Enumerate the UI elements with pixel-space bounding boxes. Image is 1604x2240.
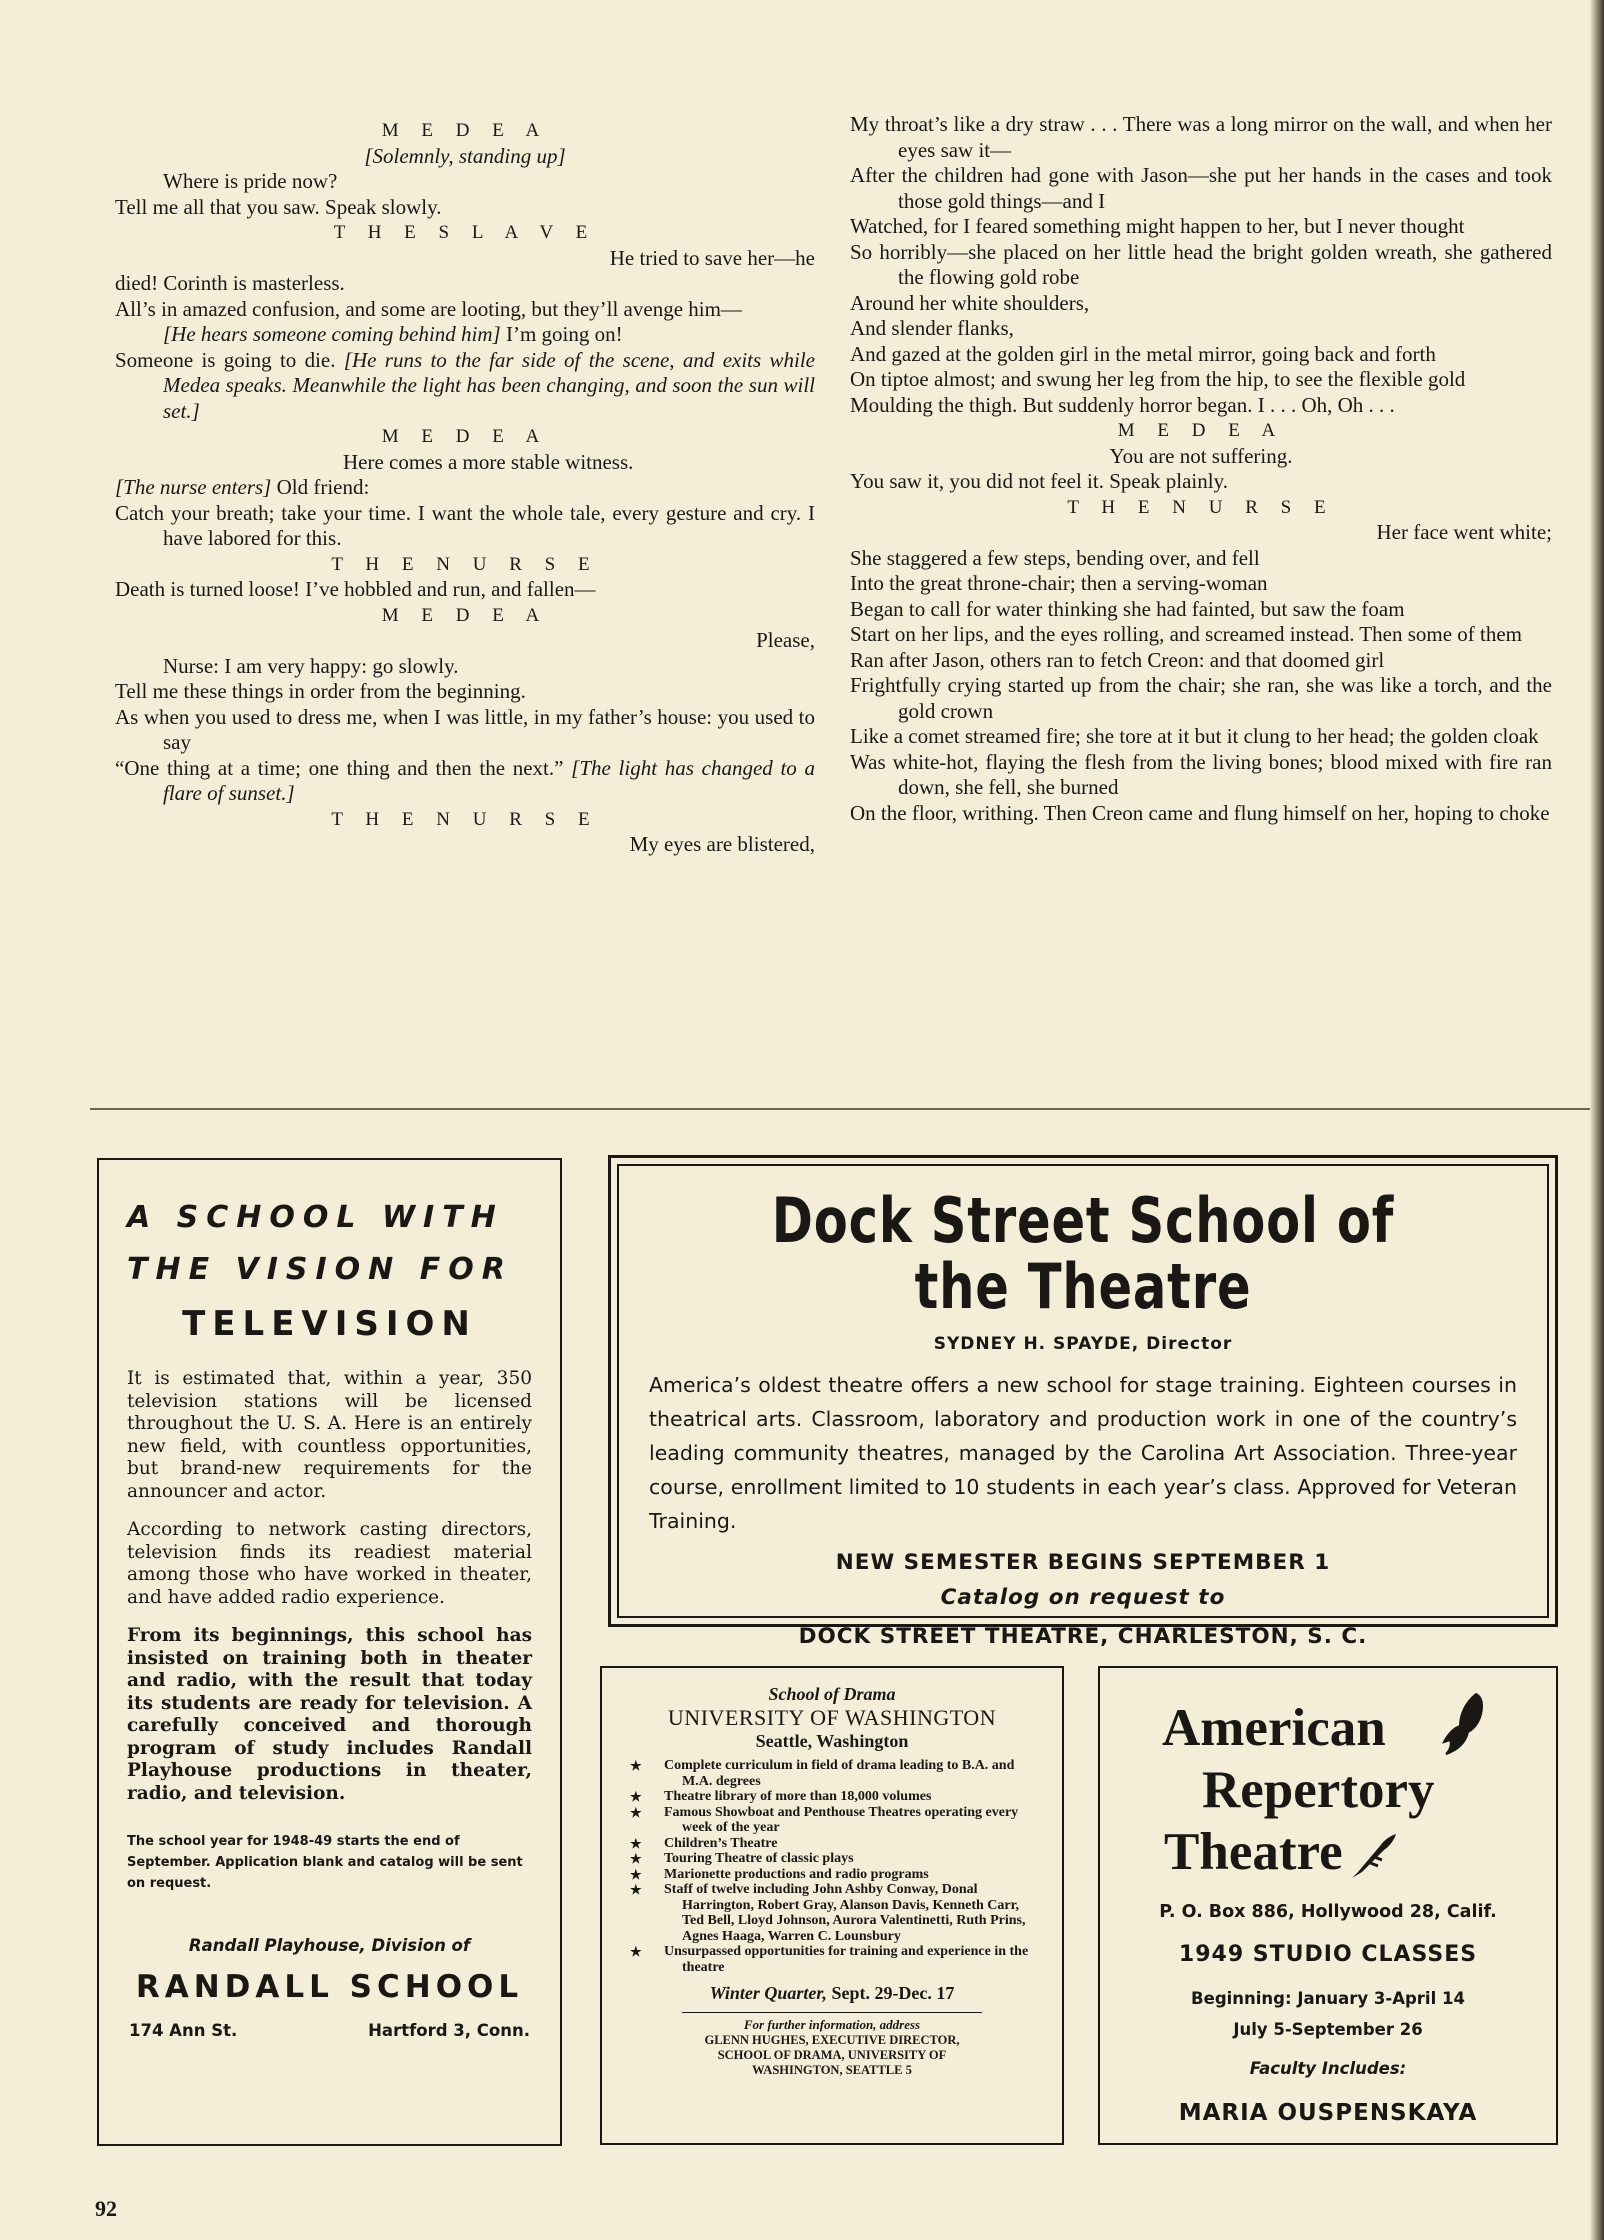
verse-text: I’m going on! xyxy=(500,322,623,346)
list-item: ★ Complete curriculum in field of drama leading to B.A. and M.A. degrees xyxy=(624,1758,1040,1789)
verse-text: “One thing at a time; one thing and then the next.” xyxy=(115,755,572,780)
ad-dock-street xyxy=(608,1155,1558,1649)
verse-line xyxy=(115,322,815,348)
ad-address: P. O. Box 886, Hollywood 28, Calif. xyxy=(1159,1902,1497,1922)
verse-line: Start on her lips, and the eyes rolling, and screamed instead. Then some of them xyxy=(850,622,1523,646)
ad-address-line: GLENN HUGHES, EXECUTIVE DIRECTOR, xyxy=(704,2033,960,2047)
list-item: ★ Theatre library of more than 18,000 volumes xyxy=(624,1789,1040,1805)
ad-city: Hartford 3, Conn. xyxy=(368,2021,530,2040)
speaker-nurse: T H E N U R S E xyxy=(1067,496,1335,518)
ad-semester: NEW SEMESTER BEGINS SEPTEMBER 1 xyxy=(835,1550,1331,1575)
list-item: ★ Marionette productions and radio programs xyxy=(624,1867,1040,1883)
ad-school: School of Drama xyxy=(768,1684,896,1704)
verse-line: On tiptoe almost; and swung her leg from the hip, to see the flexible gold xyxy=(850,367,1466,391)
ad-quarter xyxy=(624,1983,1040,2004)
verse-line: She staggered a few steps, bending over, and fell xyxy=(850,545,1260,570)
list-item: ★ Famous Showboat and Penthouse Theatres operating every week of the year xyxy=(624,1805,1040,1836)
verse-line: Ran after Jason, others ran to fetch Creon: and that doomed girl xyxy=(850,647,1385,672)
ad-quarter-dates: Sept. 29-Dec. 17 xyxy=(826,1983,955,2003)
ad-division: Randall Playhouse, Division of xyxy=(188,1936,471,1955)
verse-line xyxy=(115,348,815,425)
verse-line: You are not suffering. xyxy=(1109,443,1293,468)
ad-catalog: Catalog on request to xyxy=(940,1585,1226,1610)
verse-line: died! Corinth is masterless. xyxy=(115,271,345,295)
bird-icon xyxy=(1436,1692,1492,1756)
logo-word: Repertory xyxy=(1202,1761,1435,1819)
list-item: ★ Touring Theatre of classic plays xyxy=(624,1851,1040,1867)
verse-line: So horribly—she placed on her little head the bright golden wreath, she gathered the flowing gold robe xyxy=(850,239,1552,289)
ad-body: America’s oldest theatre offers a new school for stage training. Eighteen courses in theatrical arts. Classroom, laboratory and production work in one of the country’s leading community theatres, managed by the Carolina Art Association. Three-year course, enrollment limited to 10 students in each year’s class. Approved for Veteran Training. xyxy=(649,1373,1517,1533)
play-column-right xyxy=(850,112,1552,826)
verse-text: Here comes a more stable witness. xyxy=(343,449,634,474)
verse-line: Like a comet streamed fire; she tore at it but it clung to her head; the golden cloak xyxy=(850,724,1539,748)
list-item: ★ Staff of twelve including John Ashby Conway, Donal Harrington, Robert Gray, Alanson Davis, Kenneth Carr, Ted Bell, Lloyd Johnson, Aurora Valentinetti, Ruth Prins, Agnes Haaga, Warren C. Lounsbury xyxy=(624,1882,1040,1944)
speaker-slave: T H E S L A V E xyxy=(333,222,597,243)
speaker-nurse: T H E N U R S E xyxy=(331,808,599,830)
ad-school-name: RANDALL SCHOOL xyxy=(135,1969,524,2005)
stage-direction: [He hears someone coming behind him] xyxy=(163,322,501,346)
quill-icon xyxy=(1350,1832,1398,1880)
art-logo xyxy=(1114,1692,1542,1898)
verse-line: Frightfully crying started up from the chair; she ran, she was like a torch, and the gold crown xyxy=(850,673,1552,723)
verse-line: He tried to save her—he xyxy=(609,245,815,270)
verse-line: As when you used to dress me, when I was little, in my father’s house: you used to say xyxy=(115,704,815,754)
ad-dates: Beginning: January 3-April 14 xyxy=(1191,1989,1465,2008)
ad-faculty-label: Faculty Includes: xyxy=(1249,2059,1407,2078)
ad-paragraph: From its beginnings, this school has insisted on training both in theater and radio, with the result that today its students are ready for television. A carefully conceived and thorough program of study includes Randall Playhouse productions in theater, radio, and television. xyxy=(127,1625,532,1804)
ad-feature-list xyxy=(624,1758,1040,1975)
verse-text: Someone is going to die. xyxy=(115,347,344,372)
logo-word: Theatre xyxy=(1164,1823,1343,1881)
speaker-medea: M E D E A xyxy=(381,604,549,626)
verse-line: Moulding the thigh. But suddenly horror began. I . . . Oh, Oh . . . xyxy=(850,392,1395,417)
page-edge-shadow xyxy=(1590,0,1604,2240)
verse-line: On the floor, writhing. Then Creon came and flung himself on her, hoping to choke xyxy=(850,800,1550,825)
ad-inner-frame xyxy=(617,1164,1549,1649)
ad-american-repertory xyxy=(1098,1666,1558,2145)
play-column-left xyxy=(115,112,815,858)
ad-heading: TELEVISION xyxy=(182,1304,477,1344)
verse-first-line xyxy=(115,450,815,476)
ad-further-info: For further information, address xyxy=(743,2017,921,2032)
ad-fine-print: The school year for 1948-49 starts the end of September. Application blank and catalog will be sent on request. xyxy=(127,1834,523,1891)
page-number: 92 xyxy=(95,2196,117,2221)
ad-university: UNIVERSITY OF WASHINGTON xyxy=(667,1705,997,1730)
ad-address-line: WASHINGTON, SEATTLE 5 xyxy=(752,2063,912,2077)
ad-heading: THE VISION FOR xyxy=(127,1252,513,1287)
ad-city: Seattle, Washington xyxy=(755,1731,909,1751)
verse-line: Was white-hot, flaying the flesh from the living bones; blood mixed with fire ran down, she fell, she burned xyxy=(850,749,1552,799)
ad-dates: July 5-September 26 xyxy=(1233,2020,1423,2039)
ad-heading: A SCHOOL WITH xyxy=(127,1200,504,1235)
verse-line: Catch your breath; take your time. I want the whole tale, every gesture and cry. I have labored for this. xyxy=(115,500,815,550)
verse-line: Around her white shoulders, xyxy=(850,290,1090,315)
ad-university-washington xyxy=(600,1666,1064,2145)
ad-address: DOCK STREET THEATRE, CHARLESTON, S. C. xyxy=(798,1624,1368,1649)
ad-street: 174 Ann St. xyxy=(129,2021,238,2040)
speaker-medea: M E D E A xyxy=(381,120,549,141)
stage-direction: [The nurse enters] xyxy=(115,475,272,499)
verse-line: All’s in amazed confusion, and some are looting, but they’ll avenge him— xyxy=(115,296,742,321)
stage-direction: [Solemnly, standing up] xyxy=(364,143,566,168)
verse-line: And gazed at the golden girl in the metal mirror, going back and forth xyxy=(850,341,1436,366)
verse-line xyxy=(115,450,815,476)
verse-line xyxy=(115,475,815,501)
ad-quarter-label: Winter Quarter, xyxy=(709,1983,827,2003)
verse-line: Began to call for water thinking she had fainted, but saw the foam xyxy=(850,596,1405,621)
verse-line: Tell me these things in order from the beginning. xyxy=(115,679,526,703)
stage-direction: [The light has changed to a flare of sunset.] xyxy=(163,755,815,805)
logo-word: American xyxy=(1162,1699,1386,1757)
ad-randall-school xyxy=(97,1158,562,2146)
ad-title: Dock Street School of the Theatre xyxy=(771,1184,1395,1323)
verse-line xyxy=(115,756,815,807)
verse-line: Into the great throne-chair; then a serving-woman xyxy=(850,571,1268,595)
verse-line: Please, xyxy=(756,628,815,652)
verse-line: My throat’s like a dry straw . . . There was a long mirror on the wall, and when her eyes saw it— xyxy=(850,112,1552,162)
ad-paragraph: It is estimated that, within a year, 350 television stations will be licensed throughout the U. S. A. Here is an entirely new field, with countless opportunities, but brand-new requirements for the announcer and actor. xyxy=(127,1368,532,1502)
verse-line: Tell me all that you saw. Speak slowly. xyxy=(115,194,442,219)
verse-line: My eyes are blistered, xyxy=(629,832,815,856)
ad-director: SYDNEY H. SPAYDE, Director xyxy=(933,1334,1233,1354)
ad-paragraph: According to network casting directors, television finds its readiest material among those who have worked in theater, and have added radio experience. xyxy=(127,1519,532,1608)
stage-direction: [He runs to the far side of the scene, and exits while Medea speaks. Meanwhile the light has been changing, and soon the sun will set.] xyxy=(163,347,815,423)
ad-classes: 1949 STUDIO CLASSES xyxy=(1178,1942,1478,1967)
speaker-medea: M E D E A xyxy=(381,426,549,447)
verse-line: You saw it, you did not feel it. Speak plainly. xyxy=(850,469,1228,493)
verse-line: After the children had gone with Jason—she put her hands in the cases and took those gold things—and I xyxy=(850,163,1552,213)
list-item: ★ Children’s Theatre xyxy=(624,1836,1040,1852)
verse-line: Watched, for I feared something might happen to her, but I never thought xyxy=(850,214,1465,238)
verse-line: Death is turned loose! I’ve hobbled and run, and fallen— xyxy=(115,577,596,601)
verse-line: And slender flanks, xyxy=(850,316,1014,340)
speaker-medea: M E D E A xyxy=(1117,420,1285,441)
verse-text: Old friend: xyxy=(271,475,370,499)
ad-address xyxy=(127,2021,532,2040)
verse-line: Her face went white; xyxy=(1376,520,1552,544)
speaker-nurse: T H E N U R S E xyxy=(331,553,599,575)
section-divider xyxy=(90,1108,1590,1110)
verse-line: Nurse: I am very happy: go slowly. xyxy=(163,653,459,678)
ad-rule xyxy=(682,2012,982,2013)
list-item: ★ Unsurpassed opportunities for training and experience in the theatre xyxy=(624,1944,1040,1975)
verse-line: Where is pride now? xyxy=(163,169,338,193)
ad-faculty-name: MARIA OUSPENSKAYA xyxy=(1178,2100,1478,2126)
ad-address-line: SCHOOL OF DRAMA, UNIVERSITY OF xyxy=(717,2048,947,2062)
